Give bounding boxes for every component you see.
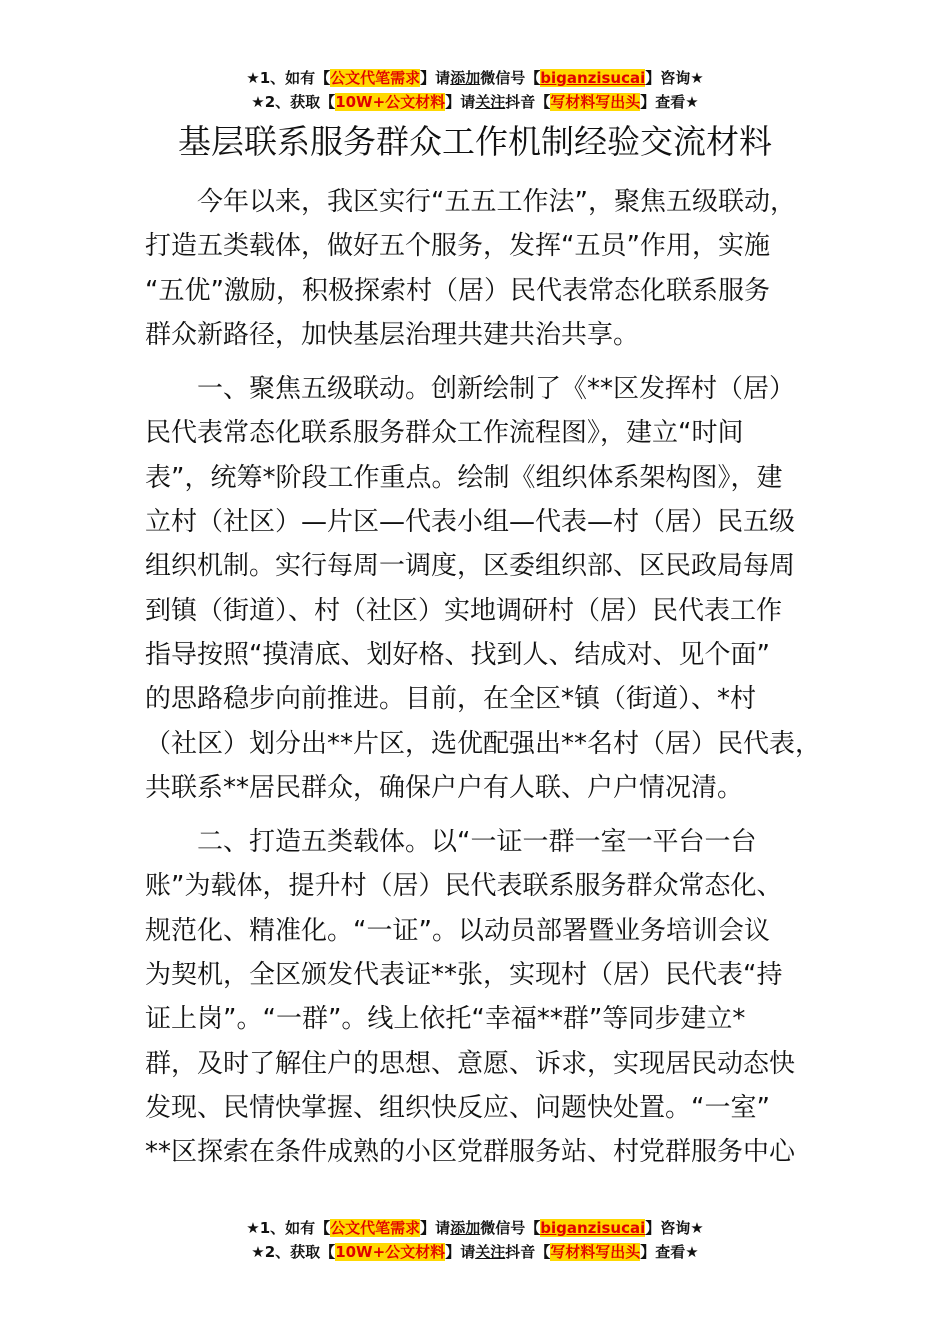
banner-highlight: 10W+公文材料 bbox=[335, 93, 446, 111]
banner-text: 抖音【 bbox=[505, 1243, 551, 1261]
body-line: 民代表常态化联系服务群众工作流程图》，建立“时间 bbox=[145, 418, 744, 449]
banner-text: 】请 bbox=[445, 1243, 476, 1261]
body-line: 组织机制。实行每周一调度，区委组织部、区民政局每周 bbox=[145, 551, 796, 582]
banner-text: 】请 bbox=[445, 93, 476, 111]
douyin-account: 写材料写出头 bbox=[550, 1243, 641, 1261]
body-line: 发现、民情快掌握、组织快反应、问题快处置。“一室” bbox=[145, 1092, 770, 1123]
douyin-account: 写材料写出头 bbox=[550, 93, 641, 111]
banner-text: 】咨询★ bbox=[645, 1219, 704, 1237]
body-line: 一、聚焦五级联动。创新绘制了《**区发挥村（居） bbox=[197, 374, 796, 405]
body-line: （社区）划分出**片区，选优配强出**名村（居）民代表， bbox=[145, 728, 822, 759]
banner-line-1 bbox=[0, 66, 950, 90]
body-line: 二、打造五类载体。以“一证一群一室一平台一台 bbox=[197, 827, 757, 858]
document-title: 基层联系服务群众工作机制经验交流材料 bbox=[178, 122, 772, 161]
banner-text: ★2、获取【 bbox=[251, 93, 336, 111]
body-line: 账”为载体，提升村（居）民代表联系服务群众常态化、 bbox=[145, 871, 783, 902]
banner-text: ★1、如有【 bbox=[246, 1219, 331, 1237]
banner-text: 】咨询★ bbox=[645, 69, 704, 87]
banner-highlight: 10W+公文材料 bbox=[335, 1243, 446, 1261]
header-banner bbox=[0, 66, 950, 114]
footer-banner bbox=[0, 1216, 950, 1264]
banner-highlight: 公文代笔需求 bbox=[330, 1219, 421, 1237]
banner-text: 】请 bbox=[420, 1219, 451, 1237]
body-line: 到镇（街道）、村（社区）实地调研村（居）民代表工作 bbox=[145, 595, 783, 626]
banner-emphasis: 添加 bbox=[450, 1219, 481, 1237]
wechat-id: biganzisucai bbox=[540, 1219, 646, 1237]
body-line: 规范化、精准化。“一证”。以动员部署暨业务培训会议 bbox=[145, 915, 770, 946]
banner-text: 】查看★ bbox=[640, 93, 699, 111]
body-line: 证上岗”。“一群”。线上依托“幸福**群”等同步建立* bbox=[145, 1004, 746, 1035]
body-line: 今年以来，我区实行“五五工作法”，聚焦五级联动， bbox=[197, 187, 796, 217]
banner-text: 】查看★ bbox=[640, 1243, 699, 1261]
wechat-id: biganzisucai bbox=[540, 69, 646, 87]
banner-line-2 bbox=[0, 90, 950, 114]
banner-line-1 bbox=[0, 1216, 950, 1240]
banner-text: 抖音【 bbox=[505, 93, 551, 111]
body-line: 指导按照“摸清底、划好格、找到人、结成对、见个面” bbox=[145, 639, 770, 670]
body-line: 群，及时了解住户的思想、意愿、诉求，实现居民动态快 bbox=[145, 1048, 796, 1079]
body-line: 表”，统筹*阶段工作重点。绘制《组织体系架构图》，建 bbox=[145, 462, 783, 493]
banner-emphasis: 关注 bbox=[475, 1243, 506, 1261]
banner-text: 微信号【 bbox=[480, 69, 541, 87]
document-body bbox=[145, 180, 835, 1175]
banner-text: ★2、获取【 bbox=[251, 1243, 336, 1261]
body-line: 为契机，全区颁发代表证**张，实现村（居）民代表“持 bbox=[145, 960, 783, 991]
body-line: **区探索在条件成熟的小区党群服务站、村党群服务中心 bbox=[145, 1137, 796, 1168]
banner-text: 】请 bbox=[420, 69, 451, 87]
body-line: 群众新路径，加快基层治理共建共治共享。 bbox=[145, 319, 640, 350]
body-line: “五优”激励，积极探索村（居）民代表常态化联系服务 bbox=[145, 275, 770, 306]
body-line: 的思路稳步向前推进。目前，在全区*镇（街道）、*村 bbox=[145, 684, 757, 715]
banner-line-2 bbox=[0, 1240, 950, 1264]
body-line: 共联系**居民群众，确保户户有人联、户户情况清。 bbox=[145, 772, 744, 803]
banner-text: ★1、如有【 bbox=[246, 69, 331, 87]
banner-highlight: 公文代笔需求 bbox=[330, 69, 421, 87]
body-line: 打造五类载体，做好五个服务，发挥“五员”作用，实施 bbox=[145, 231, 770, 262]
body-line: 立村（社区）—片区—代表小组—代表—村（居）民五级 bbox=[145, 507, 796, 538]
banner-emphasis: 关注 bbox=[475, 93, 506, 111]
banner-text: 微信号【 bbox=[480, 1219, 541, 1237]
banner-emphasis: 添加 bbox=[450, 69, 481, 87]
